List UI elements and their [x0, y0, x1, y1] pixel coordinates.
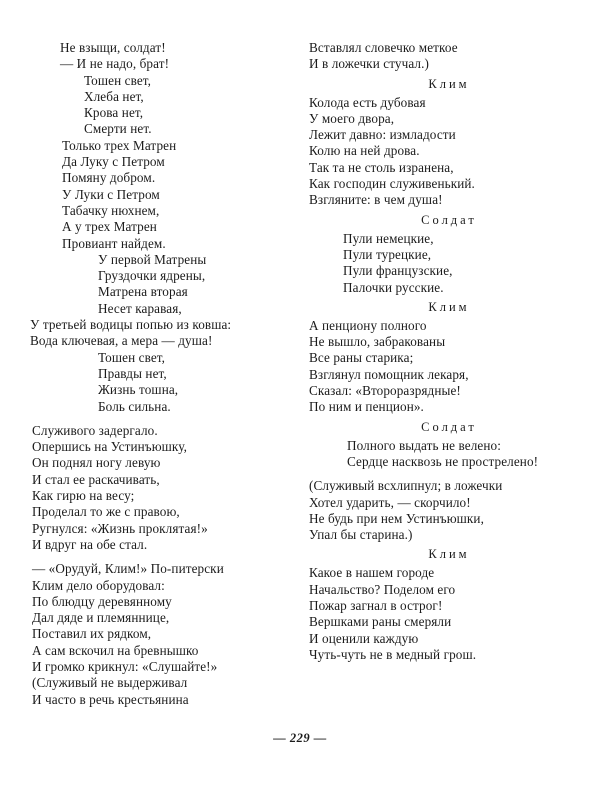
verse-line: Жизнь тошна,: [98, 382, 179, 398]
verse-line: Опершись на Устинъюшку,: [32, 439, 188, 455]
verse-line: Чуть-чуть не в медный грош.: [309, 646, 477, 662]
stanza: [309, 40, 589, 73]
verse-line: Боль сильна.: [98, 398, 171, 414]
verse-line: Правды нет,: [98, 365, 167, 381]
verse-line: Все раны старика;: [309, 350, 414, 366]
stanza: [30, 423, 290, 553]
verse-line: Не вышло, забракованы: [309, 334, 446, 350]
verse-line: Дал дяде и племяннице,: [32, 610, 170, 626]
verse-line: Груздочки ядрены,: [98, 268, 206, 284]
verse-line: Хотел ударить, — скорчило!: [309, 494, 471, 510]
verse-line: Смерти нет.: [84, 121, 152, 137]
verse-line: Полного выдать не велено:: [347, 437, 501, 453]
verse-line: А у трех Матрен: [62, 219, 157, 235]
verse-line: Матрена вторая: [98, 284, 188, 300]
verse-line: Не взыщи, солдат!: [60, 40, 166, 55]
verse-line: По ним и пенцион».: [309, 399, 424, 415]
stanza: [309, 478, 589, 543]
verse-line: Пули французские,: [343, 263, 453, 279]
verse-line: Вставлял словечко меткое: [309, 40, 458, 55]
verse-line: Как гирю на весу;: [32, 488, 135, 504]
verse-line: И оценили каждую: [309, 630, 419, 646]
right-column: [309, 40, 589, 663]
verse-line: Провиант найдем.: [62, 235, 166, 251]
verse-line: Да Луку с Петром: [62, 154, 165, 170]
verse-line: Пожар загнал в острог!: [309, 598, 443, 614]
verse-line: И часто в речь крестьянина: [32, 691, 189, 707]
speaker-name: Клим: [428, 299, 470, 314]
verse-line: У первой Матрены: [98, 251, 207, 267]
verse-line: Сказал: «Второразрядные!: [309, 383, 461, 399]
verse-line: Помяну добром.: [62, 170, 156, 186]
verse-line: У Луки с Петром: [62, 186, 160, 202]
verse-line: Упал бы старина.): [309, 527, 413, 543]
verse-line: Несет каравая,: [98, 300, 182, 316]
verse-line: А сам вскочил на бревнышко: [32, 642, 199, 658]
verse-line: Сердце насквозь не прострелено!: [347, 453, 539, 469]
speaker-name: Солдат: [421, 419, 477, 434]
verse-line: Лежит давно: измладости: [309, 127, 456, 143]
verse-line: У третьей водицы попью из ковша:: [30, 317, 232, 333]
verse-line: По блюдцу деревянному: [32, 593, 172, 609]
verse-line: Начальство? Поделом его: [309, 581, 456, 597]
verse-line: Клим дело оборудовал:: [32, 577, 165, 593]
verse-line: Вершками раны смеряли: [309, 614, 452, 630]
stanza: [309, 318, 589, 416]
stanza: [309, 95, 589, 209]
verse-line: Колода есть дубовая: [309, 94, 426, 110]
verse-line: Крова нет,: [84, 105, 144, 121]
verse-line: Табачку нюхнем,: [62, 202, 160, 218]
verse-line: Вода ключевая, а мера — душа!: [30, 333, 213, 349]
verse-line: Тошен свет,: [84, 72, 152, 88]
verse-line: И стал ее раскачивать,: [32, 471, 160, 487]
verse-line: Служивого задергало.: [32, 422, 158, 438]
verse-line: Поставил их рядком,: [32, 626, 152, 642]
verse-line: Так та не столь изранена,: [309, 159, 454, 175]
verse-line: Он поднял ногу левую: [32, 455, 161, 471]
speaker-name: Клим: [428, 76, 470, 91]
page-number: — 229 —: [273, 731, 327, 745]
verse-line: Пули турецкие,: [343, 246, 432, 262]
verse-line: (Служивый не выдерживал: [32, 675, 188, 691]
stanza: [309, 438, 589, 471]
verse-line: И в ложечки стучал.): [309, 56, 429, 72]
verse-line: А пенциону полного: [309, 317, 427, 333]
verse-line: (Служивый всхлипнул; в ложечки: [309, 478, 503, 494]
stanza: [30, 40, 290, 415]
verse-line: — «Орудуй, Клим!» По-питерски: [32, 561, 224, 577]
verse-line: Только трех Матрен: [62, 137, 177, 153]
speaker-name: Клим: [428, 547, 470, 562]
verse-line: И вдруг на обе стал.: [32, 536, 148, 552]
stanza: [30, 561, 290, 708]
verse-line: Хлеба нет,: [84, 88, 144, 104]
speaker-name: Солдат: [421, 212, 477, 227]
verse-line: У моего двора,: [309, 110, 395, 126]
stanza: [309, 565, 589, 663]
verse-line: — И не надо, брат!: [60, 56, 170, 72]
verse-line: Пули немецкие,: [343, 230, 434, 246]
verse-line: Проделал то же с правою,: [32, 504, 180, 520]
left-column: [30, 40, 290, 708]
verse-line: Ругнулся: «Жизнь проклятая!»: [32, 520, 208, 536]
verse-line: Как господин служивенький.: [309, 176, 475, 192]
verse-line: И громко крикнул: «Слушайте!»: [32, 658, 218, 674]
verse-line: Тошен свет,: [98, 349, 166, 365]
verse-line: Взглянул помощник лекаря,: [309, 366, 469, 382]
verse-line: Взгляните: в чем душа!: [309, 192, 443, 208]
verse-line: Колю на ней дрова.: [309, 143, 420, 159]
stanza: [309, 231, 589, 296]
verse-line: Палочки русские.: [343, 279, 444, 295]
verse-line: Какое в нашем городе: [309, 565, 435, 581]
verse-line: Не будь при нем Устинъюшки,: [309, 510, 484, 526]
